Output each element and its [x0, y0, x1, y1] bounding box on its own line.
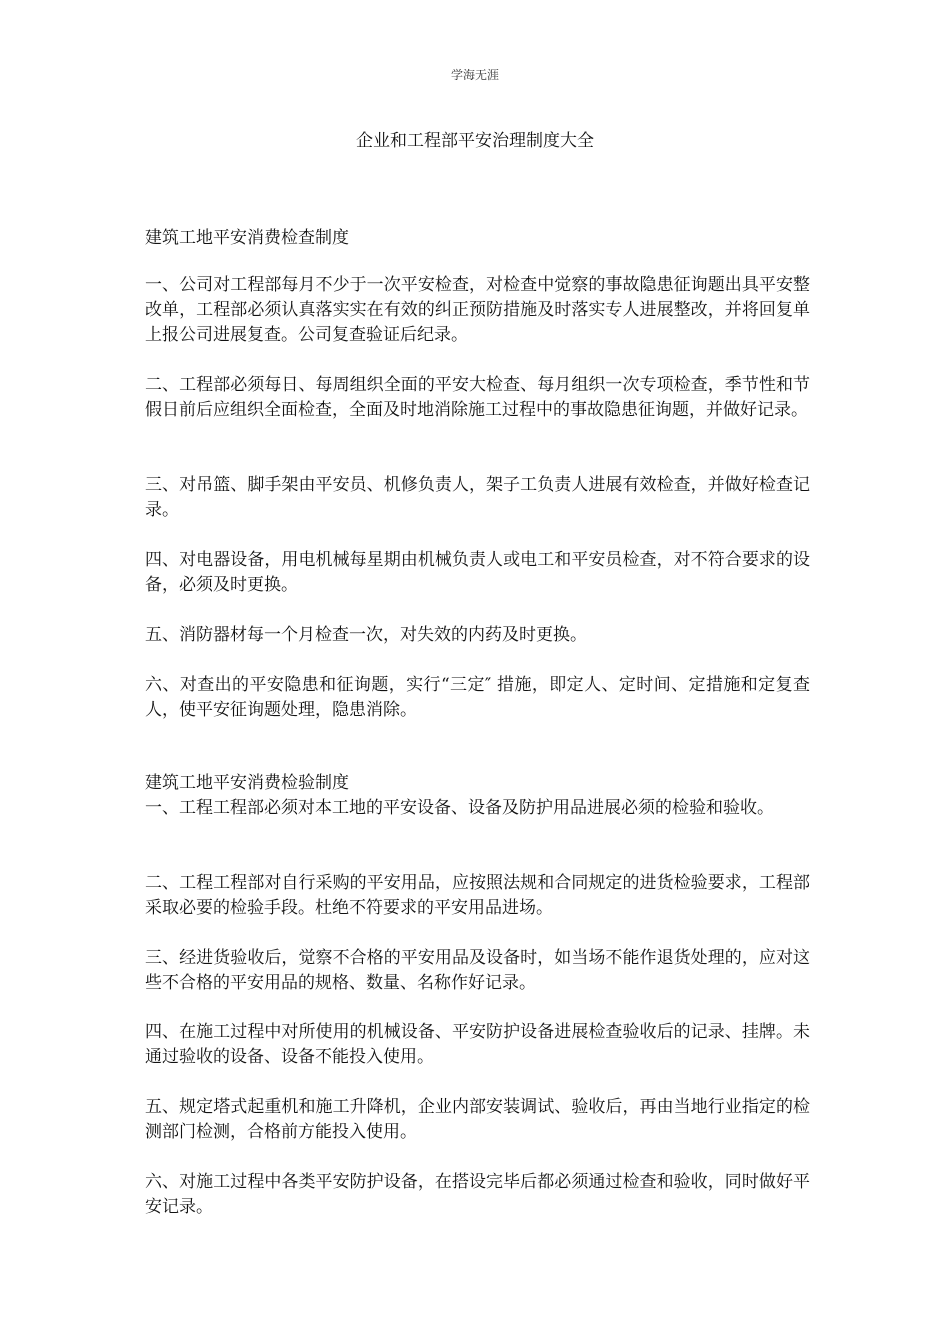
paragraph: 三、经进货验收后，觉察不合格的平安用品及设备时，如当场不能作退货处理的，应对这些不合格的平安用品的规格、数量、名称作好记录。 — [145, 948, 810, 993]
section-heading: 建筑工地平安消费检查制度 — [145, 228, 349, 248]
document-title: 企业和工程部平安治理制度大全 — [356, 131, 594, 151]
paragraph: 二、工程工程部对自行采购的平安用品，应按照法规和合同规定的进货检验要求，工程部采取必要的检验手段。杜绝不符要求的平安用品进场。 — [145, 873, 810, 918]
paragraph: 六、对查出的平安隐患和征询题，实行“三定″ 措施，即定人、定时间、定措施和定复查人，使平安征询题处理，隐患消除。 — [145, 675, 810, 720]
paragraph: 四、在施工过程中对所使用的机械设备、平安防护设备进展检查验收后的记录、挂牌。未通过验收的设备、设备不能投入使用。 — [145, 1022, 810, 1067]
page-header: 学海无涯 — [450, 68, 499, 82]
paragraph: 一、工程工程部必须对本工地的平安设备、设备及防护用品进展必须的检验和验收。 — [145, 798, 774, 818]
paragraph: 五、规定塔式起重机和施工升降机，企业内部安装调试、验收后，再由当地行业指定的检测部门检测，合格前方能投入使用。 — [145, 1097, 810, 1142]
paragraph: 二、工程部必须每日、每周组织全面的平安大检查、每月组织一次专项检查，季节性和节假日前后应组织全面检查，全面及时地消除施工过程中的事故隐患征询题，并做好记录。 — [145, 375, 810, 420]
section-heading: 建筑工地平安消费检验制度 — [145, 773, 349, 793]
paragraph: 四、对电器设备，用电机械每星期由机械负责人或电工和平安员检查，对不符合要求的设备，必须及时更换。 — [145, 550, 810, 595]
paragraph: 五、消防器材每一个月检查一次，对失效的内药及时更换。 — [145, 625, 587, 645]
paragraph: 六、对施工过程中各类平安防护设备，在搭设完毕后都必须通过检查和验收，同时做好平安记录。 — [145, 1172, 810, 1217]
paragraph: 三、对吊篮、脚手架由平安员、机修负责人，架子工负责人进展有效检查，并做好检查记录。 — [145, 475, 810, 520]
paragraph: 一、公司对工程部每月不少于一次平安检查，对检查中觉察的事故隐患征询题出具平安整改单，工程部必须认真落实实在有效的纠正预防措施及时落实专人进展整改，并将回复单上报公司进展复查。公司复查验证后纪录。 — [145, 275, 810, 345]
